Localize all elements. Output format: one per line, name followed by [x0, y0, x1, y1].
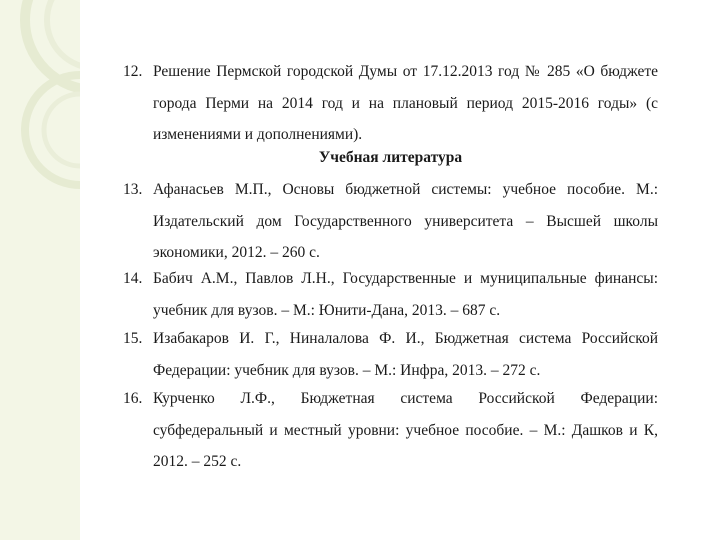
reference-number: 15.	[123, 330, 143, 347]
section-heading: Учебная литература	[318, 149, 463, 166]
decorative-left-band	[0, 0, 80, 540]
reference-text: Изабакаров И. Г., Ниналалова Ф. И., Бюджетная система Российской Федерации: учебник для вузов. – М.: Инфра, 2013. – 272 с.	[153, 330, 658, 379]
reference-item-12	[123, 56, 658, 151]
reference-number: 14.	[123, 270, 143, 287]
reference-text: Афанасьев М.П., Основы бюджетной системы: учебное пособие. М.: Издательский дом Государственного университета – Высшей школы экономики, 2012. – 260 с.	[153, 181, 658, 261]
reference-text: Курченко Л.Ф., Бюджетная система Российской Федерации: субфедеральный и местный уровни: учебное пособие. – М.: Дашков и К, 2012. – 252 с.	[153, 390, 658, 470]
decorative-rings-icon	[0, 0, 80, 540]
reference-item-15	[123, 323, 658, 386]
reference-number: 12.	[123, 63, 143, 80]
reference-text: Решение Пермской городской Думы от 17.12.2013 год № 285 «О бюджете города Перми на 2014 год и на плановый период 2015-2016 годы» (с изменениями и дополнениями).	[153, 63, 658, 143]
reference-number: 13.	[123, 181, 143, 198]
reference-item-16	[123, 383, 658, 478]
reference-item-13	[123, 174, 658, 269]
reference-item-14	[123, 263, 658, 326]
reference-text: Бабич А.М., Павлов Л.Н., Государственные и муниципальные финансы: учебник для вузов. – М.: Юнити-Дана, 2013. – 687 с.	[153, 270, 658, 319]
reference-number: 16.	[123, 390, 143, 407]
